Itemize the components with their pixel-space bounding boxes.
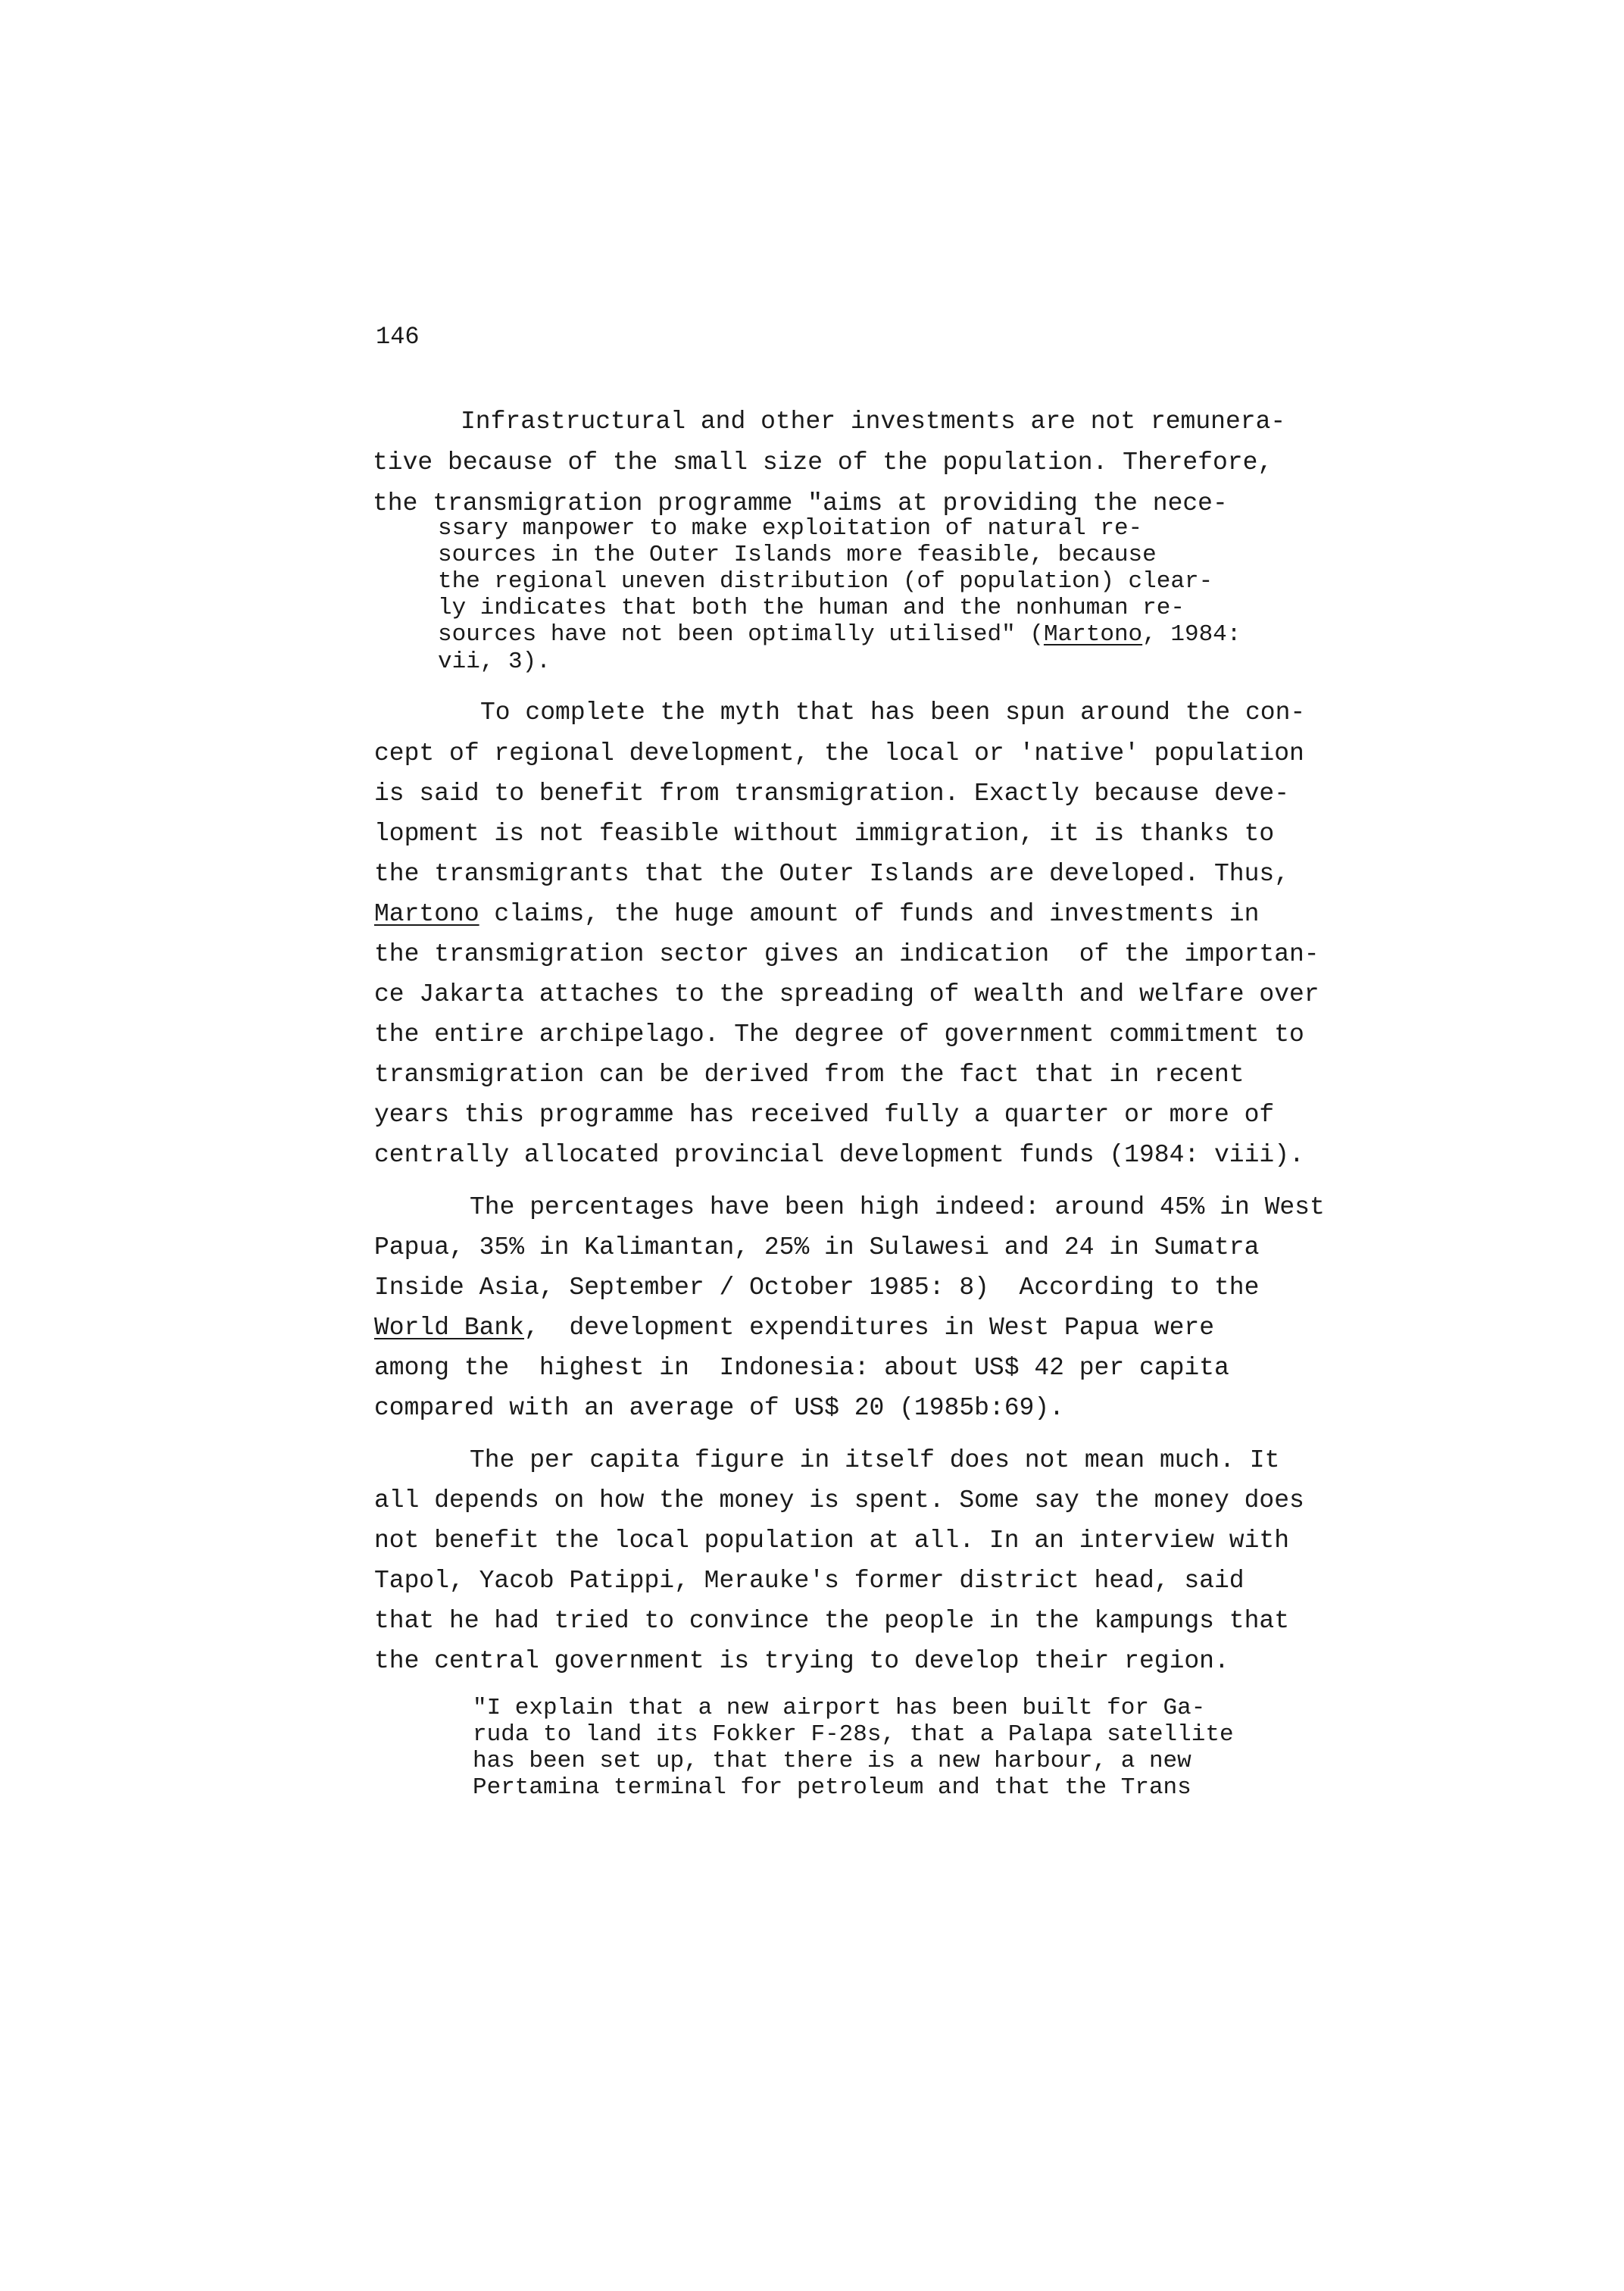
text-line: the entire archipelago. The degree of government commitment to [374, 1020, 1304, 1049]
body-text: claims, the huge amount of funds and investments in [479, 900, 1260, 928]
quote-text: sources have not been optimally utilised" ( [438, 621, 1044, 648]
text-line: transmigration can be derived from the fact that in recent [374, 1061, 1245, 1089]
text-line: lopment is not feasible without immigration, it is thanks to [374, 820, 1275, 848]
quote-line: the regional uneven distribution (of population) clear- [438, 568, 1213, 595]
text-line: Tapol, Yacob Patippi, Merauke's former district head, said [374, 1567, 1245, 1595]
text-line: Inside Asia, September / October 1985: 8) According to the [374, 1274, 1260, 1302]
text-line: The per capita figure in itself does not mean much. It [470, 1446, 1280, 1474]
citation-martono: Martono [1043, 621, 1143, 648]
citation-martono: Martono [374, 900, 479, 928]
page-number: 146 [376, 323, 420, 351]
text-line: among the highest in Indonesia: about US$ 42 per capita [374, 1354, 1229, 1382]
text-line: To complete the myth that has been spun around the con- [480, 699, 1306, 727]
body-text: , development expenditures in West Papua were [524, 1314, 1214, 1342]
quote-line: ly indicates that both the human and the nonhuman re- [438, 595, 1185, 621]
quote-line: ssary manpower to make exploitation of natural re- [438, 515, 1143, 542]
text-line [374, 1313, 1214, 1343]
text-line: compared with an average of US$ 20 (1985b:69). [374, 1394, 1064, 1422]
text-line: years this programme has received fully a quarter or more of [374, 1101, 1275, 1129]
text-line: the central government is trying to develop their region. [374, 1647, 1229, 1675]
text-line: Infrastructural and other investments are not remunera- [461, 408, 1286, 436]
text-line: the transmigration sector gives an indication of the importan- [374, 940, 1320, 968]
text-line: Papua, 35% in Kalimantan, 25% in Sulawesi and 24 in Sumatra [374, 1233, 1260, 1261]
text-line: centrally allocated provincial development funds (1984: viii). [374, 1141, 1304, 1169]
quote-line: has been set up, that there is a new harbour, a new [473, 1748, 1191, 1774]
quote-line: vii, 3). [438, 649, 551, 675]
text-line: the transmigration programme "aims at providing the nece- [373, 489, 1228, 517]
text-line: not benefit the local population at all. In an interview with [374, 1527, 1289, 1555]
text-line: tive because of the small size of the population. Therefore, [373, 449, 1273, 477]
text-line: all depends on how the money is spent. Some say the money does [374, 1486, 1304, 1514]
quote-line [438, 621, 1241, 649]
citation-world-bank: World Bank [374, 1314, 525, 1342]
quote-line: "I explain that a new airport has been built for Ga- [473, 1695, 1206, 1721]
text-line: that he had tried to convince the people in the kampungs that [374, 1607, 1289, 1635]
text-line [374, 899, 1259, 930]
quote-text: , 1984: [1142, 621, 1241, 648]
text-line: ce Jakarta attaches to the spreading of wealth and welfare over [374, 980, 1320, 1008]
quote-line: Pertamina terminal for petroleum and that the Trans [473, 1774, 1191, 1801]
text-line: is said to benefit from transmigration. Exactly because deve- [374, 780, 1289, 808]
text-line: cept of regional development, the local or 'native' population [374, 739, 1304, 767]
text-line: The percentages have been high indeed: around 45% in West [470, 1193, 1325, 1221]
quote-line: ruda to land its Fokker F-28s, that a Palapa satellite [473, 1721, 1234, 1748]
quote-line: sources in the Outer Islands more feasible, because [438, 542, 1157, 568]
text-line: the transmigrants that the Outer Islands are developed. Thus, [374, 860, 1289, 888]
